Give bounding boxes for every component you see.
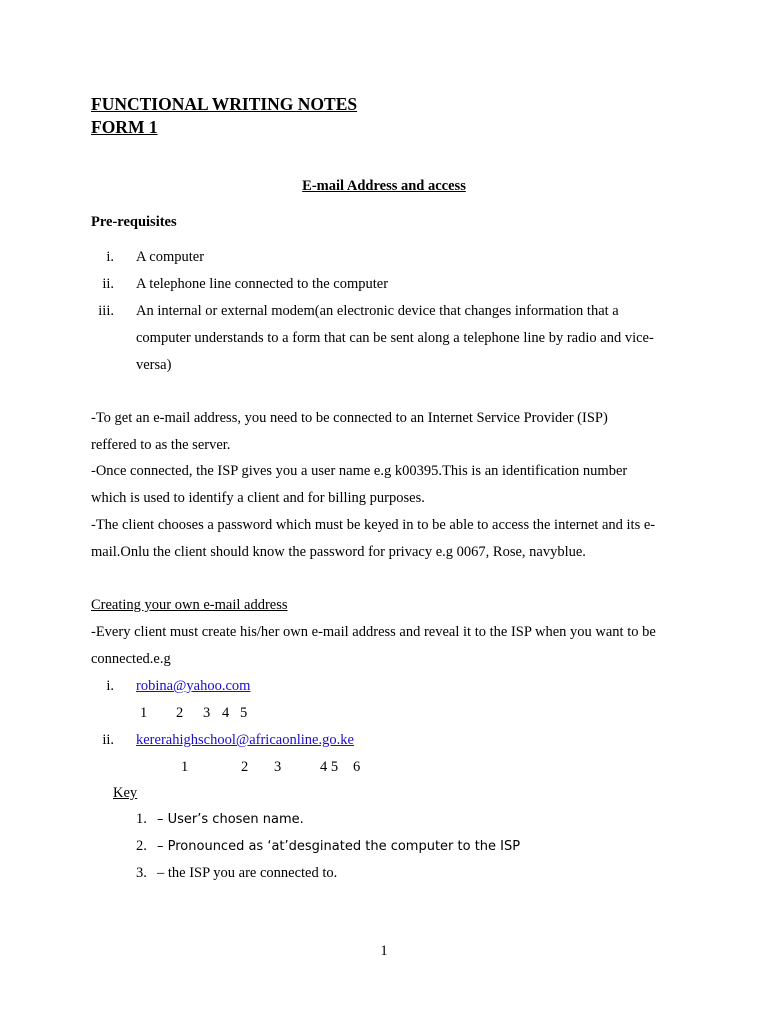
body-line: -The client chooses a password which must be keyed in to be able to access the internet and its e- bbox=[91, 517, 656, 533]
list-item-line: versa) bbox=[136, 357, 172, 373]
list-marker: iii. bbox=[98, 303, 114, 319]
part-number: 4 bbox=[222, 705, 230, 721]
email-link-kererahighschool[interactable]: kererahighschool@africaonline.go.ke bbox=[136, 732, 354, 748]
key-heading: Key bbox=[113, 785, 138, 801]
key-item: – User’s chosen name. bbox=[157, 812, 304, 827]
prerequisites-heading: Pre-requisites bbox=[91, 214, 177, 230]
body-line: reffered to as the server. bbox=[91, 437, 231, 453]
list-item-line: An internal or external modem(an electronic device that changes information that a bbox=[136, 303, 619, 319]
body-line: -Every client must create his/her own e-mail address and reveal it to the ISP when you want to be bbox=[91, 624, 656, 640]
list-marker: i. bbox=[106, 249, 114, 265]
key-item: – Pronounced as ‘at’desginated the computer to the ISP bbox=[157, 839, 521, 854]
body-line: which is used to identify a client and for billing purposes. bbox=[91, 490, 425, 506]
key-marker: 1. bbox=[136, 811, 147, 827]
list-item-line: computer understands to a form that can be sent along a telephone line by radio and vice- bbox=[136, 330, 654, 346]
key-marker: 2. bbox=[136, 838, 147, 854]
part-number: 4 5 bbox=[320, 759, 339, 775]
page-number: 1 bbox=[380, 943, 388, 959]
section-heading: E-mail Address and access bbox=[302, 178, 466, 194]
list-item: A computer bbox=[136, 249, 205, 265]
part-number: 1 bbox=[140, 705, 148, 721]
body-line: -To get an e-mail address, you need to be connected to an Internet Service Provider (ISP) bbox=[91, 410, 608, 426]
part-number: 1 bbox=[181, 759, 189, 775]
body-line: connected.e.g bbox=[91, 651, 171, 667]
part-number: 3 bbox=[203, 705, 211, 721]
part-number: 5 bbox=[240, 705, 248, 721]
body-line: mail.Onlu the client should know the password for privacy e.g 0067, Rose, navyblue. bbox=[91, 544, 586, 560]
part-number: 2 bbox=[176, 705, 184, 721]
part-number: 2 bbox=[241, 759, 249, 775]
document-title-line-1: FUNCTIONAL WRITING NOTES bbox=[91, 94, 358, 114]
list-marker: i. bbox=[106, 678, 114, 694]
body-line: -Once connected, the ISP gives you a user name e.g k00395.This is an identification number bbox=[91, 463, 628, 479]
key-item: – the ISP you are connected to. bbox=[157, 865, 338, 881]
list-marker: ii. bbox=[102, 732, 114, 748]
list-item: A telephone line connected to the computer bbox=[136, 276, 389, 292]
part-number: 3 bbox=[274, 759, 282, 775]
creating-heading: Creating your own e-mail address bbox=[91, 597, 288, 613]
document-title-line-2: FORM 1 bbox=[91, 117, 158, 137]
list-marker: ii. bbox=[102, 276, 114, 292]
email-link-robina[interactable]: robina@yahoo.com bbox=[136, 678, 251, 694]
key-marker: 3. bbox=[136, 865, 147, 881]
part-number: 6 bbox=[353, 759, 361, 775]
